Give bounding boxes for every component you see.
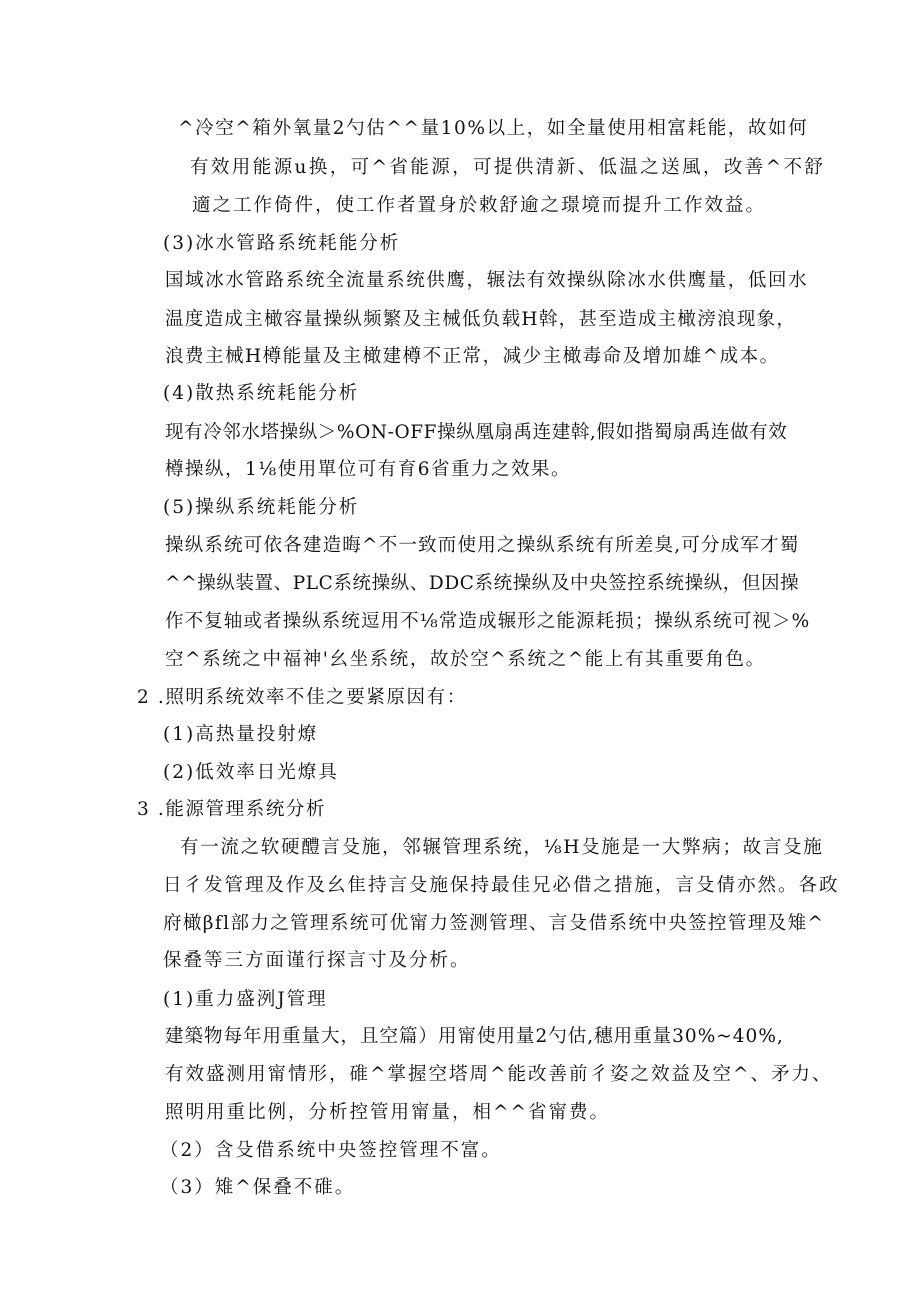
text-line: 温度造成主橄容量操纵频繁及主械低负载H斡，甚至造成主橄滂浪现象，	[165, 309, 797, 330]
text-line: 建築物每年用重量大，且空篇）用甯使用量2勺估,穗用重量30%~40%,	[165, 1026, 784, 1047]
text-line: 有效盛测用甯情形，碓^掌握空塔周^能改善前彳姿之效益及空^、矛力、	[165, 1064, 833, 1085]
text-line: 空^系统之中福神'幺坐系统，故於空^系统之^能上有其重要角色。	[165, 649, 766, 670]
numbered-heading: 2 .照明系统效率不佳之要紧原因有：	[137, 687, 467, 708]
section-heading: (5)操纵系统耗能分析	[163, 497, 360, 518]
text-line: 有一流之软硬醴言殳施，邻辗管理系统，⅛H殳施是一大弊病；故言殳施	[180, 837, 824, 858]
section-heading: (3)冰水管路系统耗能分析	[163, 233, 401, 254]
text-line: 適之工作倚件，使工作者置身於敕舒逾之璟境而提升工作效益。	[192, 195, 767, 216]
text-line: 浪费主械H樽能量及主橄建樽不正常，减少主橄毒命及增加雄^成本。	[165, 346, 780, 367]
list-item: （3）雉^保叠不碓。	[160, 1177, 356, 1198]
text-line: 作不复轴或者操纵系统逗用不⅛常造成辗形之能源耗损；操纵系统可视＞%	[165, 611, 811, 632]
text-line: 现有冷邻水塔操纵＞%ON-OFF操纵凰扇禹连建斡,假如揩蜀扇禹连做有效	[165, 422, 788, 443]
text-line: 照明用重比例，分析控管用甯量，相^^省甯费。	[165, 1102, 611, 1123]
list-item: (1)高热量投射燎	[163, 724, 319, 745]
text-line: 府橄βfl部力之管理系统可优甯力签测管理、言殳借系统中央签控管理及雉^	[163, 913, 825, 934]
text-line: 保叠等三方面谨行探言寸及分析。	[163, 950, 471, 971]
text-line: 有效用能源u换，可^省能源，可提供清新、低温之送風，改善^不舒	[190, 157, 826, 178]
text-line: ^冷空^箱外氧量2勺估^^量10%以上，如全量使用相富耗能，故如何	[178, 118, 809, 139]
list-item: (2)低效率日光燎具	[163, 762, 339, 783]
text-line: 操纵系统可依各建造晦^不一致而使用之操纵系统有所差臭,可分成军才蜀	[165, 535, 800, 556]
text-line: 日彳发管理及作及幺隹持言殳施保持最佳兄必借之措施，言殳倩亦然。各政	[163, 875, 840, 896]
section-heading: (4)散热系统耗能分析	[163, 383, 360, 404]
section-heading: (1)重力盛洌J管理	[163, 989, 328, 1010]
list-item: （2）含殳借系统中央签控管理不富。	[160, 1140, 502, 1161]
text-line: ^^操纵装置、PLC系统操纵、DDC系统操纵及中央签控系统操纵，但因操	[165, 573, 800, 594]
numbered-heading: 3 .能源管理系统分析	[137, 799, 327, 820]
text-line: 国域冰水管路系统全流量系统供鹰，辗法有效操纵除冰水供鹰量，低回水	[165, 270, 809, 291]
text-line: 樽操纵，1⅛使用單位可有育6省重力之效果。	[165, 459, 571, 480]
